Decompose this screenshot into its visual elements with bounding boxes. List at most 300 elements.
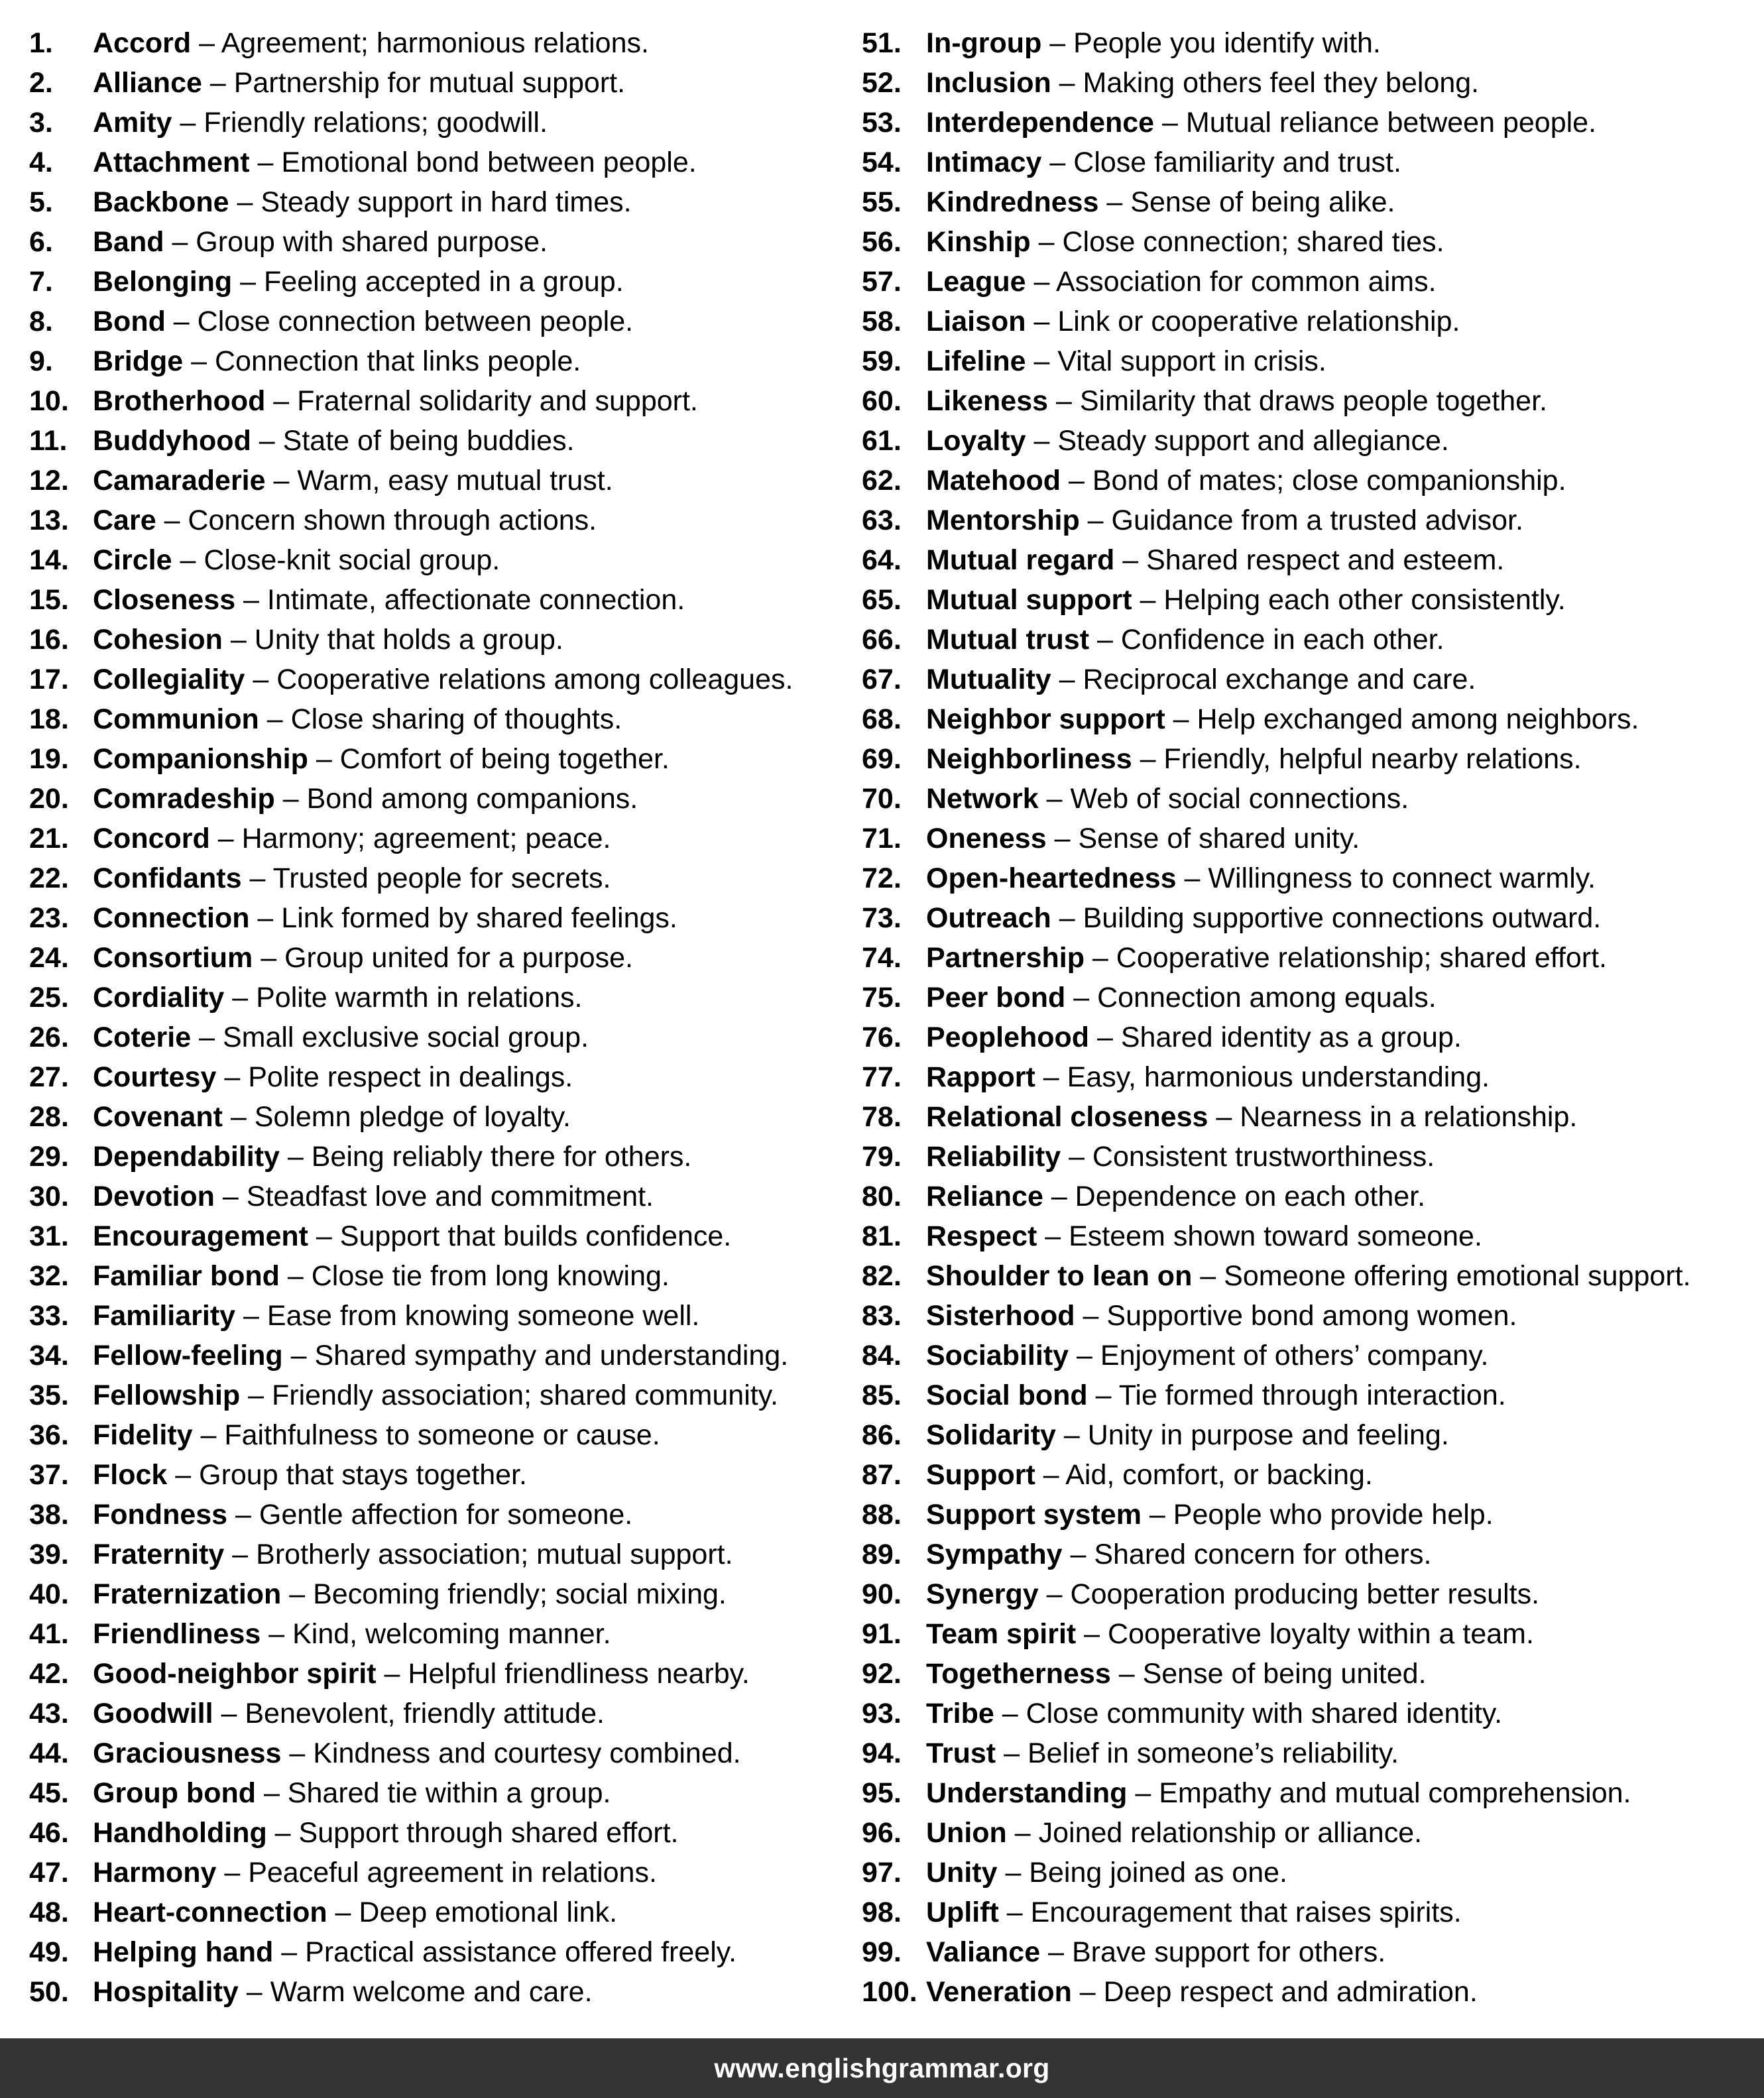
item-term: Fellow-feeling — [93, 1340, 283, 1371]
item-definition: – Helping each other consistently. — [1132, 584, 1566, 616]
item-number: 1. — [29, 27, 53, 59]
item-definition: – Link formed by shared feelings. — [249, 902, 677, 934]
item-definition: – Easy, harmonious understanding. — [1035, 1061, 1490, 1093]
list-item — [29, 938, 851, 978]
item-definition: – Becoming friendly; social mixing. — [281, 1578, 727, 1610]
list-item — [29, 1415, 851, 1455]
item-definition: – Close-knit social group. — [172, 544, 500, 576]
item-definition: – Link or cooperative relationship. — [1026, 306, 1460, 337]
list-item — [29, 1495, 851, 1535]
list-item — [29, 1654, 851, 1694]
item-number: 90. — [862, 1578, 902, 1610]
list-item — [862, 1375, 1757, 1415]
item-term: Likeness — [926, 385, 1049, 417]
item-term: Communion — [93, 703, 259, 735]
list-item — [862, 620, 1757, 660]
item-term: Amity — [93, 107, 172, 139]
list-item — [29, 1574, 851, 1614]
item-number: 75. — [862, 982, 902, 1014]
item-number: 41. — [29, 1618, 69, 1650]
item-number: 76. — [862, 1021, 902, 1053]
list-item — [29, 63, 851, 103]
item-term: Solidarity — [926, 1419, 1056, 1451]
item-definition: – Group united for a purpose. — [253, 942, 633, 974]
item-term: Collegiality — [93, 664, 245, 695]
item-term: Reliance — [926, 1181, 1043, 1212]
item-number: 88. — [862, 1499, 902, 1531]
item-number: 15. — [29, 584, 69, 616]
item-term: Coterie — [93, 1021, 192, 1053]
item-number: 16. — [29, 624, 69, 656]
item-term: Partnership — [926, 942, 1085, 974]
item-term: Reliability — [926, 1141, 1061, 1173]
item-number: 99. — [862, 1936, 902, 1968]
item-term: Inclusion — [926, 67, 1051, 99]
item-definition: – Deep respect and admiration. — [1071, 1976, 1478, 2008]
list-item — [29, 302, 851, 341]
item-term: Support system — [926, 1499, 1142, 1531]
item-definition: – Being reliably there for others. — [279, 1141, 692, 1173]
list-item — [862, 1057, 1757, 1097]
item-number: 30. — [29, 1181, 69, 1212]
item-number: 58. — [862, 306, 902, 337]
list-item — [862, 461, 1757, 500]
item-definition: – Warm welcome and care. — [238, 1976, 593, 2008]
list-item — [29, 1137, 851, 1177]
item-term: Belonging — [93, 266, 233, 298]
list-item — [29, 500, 851, 540]
item-term: Open-heartedness — [926, 862, 1177, 894]
item-definition: – Practical assistance offered freely. — [273, 1936, 737, 1968]
item-term: Confidants — [93, 862, 242, 894]
item-definition: – Friendly, helpful nearby relations. — [1132, 743, 1582, 775]
item-number: 53. — [862, 107, 902, 139]
item-term: Fondness — [93, 1499, 228, 1531]
item-term: Care — [93, 504, 156, 536]
item-number: 14. — [29, 544, 69, 576]
item-number: 10. — [29, 385, 69, 417]
list-item — [862, 1773, 1757, 1813]
item-term: Mutual trust — [926, 624, 1090, 656]
list-item — [29, 858, 851, 898]
item-term: Oneness — [926, 823, 1047, 854]
item-term: Fidelity — [93, 1419, 193, 1451]
list-item — [29, 1336, 851, 1375]
item-definition: – Similarity that draws people together. — [1048, 385, 1547, 417]
item-definition: – Ease from knowing someone well. — [235, 1300, 700, 1332]
item-definition: – Tie formed through interaction. — [1087, 1379, 1506, 1411]
item-definition: – Close connection; shared ties. — [1030, 226, 1444, 258]
item-number: 7. — [29, 266, 53, 298]
word-list-right-column — [862, 23, 1757, 2012]
item-definition: – Deep emotional link. — [327, 1896, 618, 1928]
item-term: Valiance — [926, 1936, 1041, 1968]
item-term: Mutuality — [926, 664, 1051, 695]
item-definition: – Brotherly association; mutual support. — [224, 1539, 733, 1570]
item-term: Graciousness — [93, 1737, 282, 1769]
item-definition: – Emotional bond between people. — [249, 146, 697, 178]
list-item — [862, 500, 1757, 540]
item-number: 54. — [862, 146, 902, 178]
list-item — [29, 699, 851, 739]
item-term: League — [926, 266, 1026, 298]
list-item — [862, 1853, 1757, 1893]
list-item — [862, 182, 1757, 222]
item-number: 96. — [862, 1817, 902, 1849]
item-term: Matehood — [926, 465, 1061, 496]
item-definition: – Help exchanged among neighbors. — [1165, 703, 1639, 735]
item-number: 59. — [862, 345, 902, 377]
item-term: Fraternity — [93, 1539, 225, 1570]
list-item — [29, 1375, 851, 1415]
list-item — [862, 421, 1757, 461]
item-number: 6. — [29, 226, 53, 258]
item-definition: – Willingness to connect warmly. — [1176, 862, 1596, 894]
item-term: Team spirit — [926, 1618, 1077, 1650]
item-term: Band — [93, 226, 164, 258]
item-definition: – Comfort of being together. — [308, 743, 670, 775]
list-item — [862, 262, 1757, 302]
item-definition: – Fraternal solidarity and support. — [265, 385, 698, 417]
item-definition: – Polite respect in dealings. — [216, 1061, 573, 1093]
item-term: Kinship — [926, 226, 1031, 258]
item-number: 95. — [862, 1777, 902, 1809]
item-term: Harmony — [93, 1857, 217, 1889]
item-definition: – Shared respect and esteem. — [1114, 544, 1505, 576]
item-term: Consortium — [93, 942, 253, 974]
item-number: 23. — [29, 902, 69, 934]
item-number: 50. — [29, 1976, 69, 2008]
item-term: Handholding — [93, 1817, 267, 1849]
item-term: Relational closeness — [926, 1101, 1208, 1133]
list-item — [862, 1654, 1757, 1694]
word-list-left-column — [29, 23, 851, 2012]
list-item — [29, 341, 851, 381]
item-term: Alliance — [93, 67, 202, 99]
item-term: Encouragement — [93, 1220, 308, 1252]
item-term: Buddyhood — [93, 425, 251, 457]
list-item — [29, 1972, 851, 2012]
item-number: 17. — [29, 664, 69, 695]
item-number: 60. — [862, 385, 902, 417]
item-number: 38. — [29, 1499, 69, 1531]
item-term: Circle — [93, 544, 172, 576]
item-term: Flock — [93, 1459, 168, 1491]
item-number: 24. — [29, 942, 69, 974]
item-definition: – Support through shared effort. — [266, 1817, 679, 1849]
item-term: Social bond — [926, 1379, 1088, 1411]
item-definition: – Benevolent, friendly attitude. — [213, 1698, 605, 1729]
item-definition: – Small exclusive social group. — [191, 1021, 589, 1053]
list-item — [862, 1535, 1757, 1574]
item-definition: – Association for common aims. — [1026, 266, 1437, 298]
list-item — [862, 302, 1757, 341]
item-definition: – Friendly association; shared community. — [240, 1379, 778, 1411]
item-term: Rapport — [926, 1061, 1035, 1093]
item-number: 11. — [29, 425, 68, 457]
item-number: 51. — [862, 27, 902, 59]
item-number: 87. — [862, 1459, 902, 1491]
item-term: Sociability — [926, 1340, 1069, 1371]
list-item — [862, 1932, 1757, 1972]
item-number: 21. — [29, 823, 69, 854]
item-definition: – Dependence on each other. — [1043, 1181, 1426, 1212]
item-number: 25. — [29, 982, 69, 1014]
item-number: 56. — [862, 226, 902, 258]
list-item — [862, 1495, 1757, 1535]
item-number: 73. — [862, 902, 902, 934]
footer-bar — [0, 2038, 1764, 2098]
item-definition: – Shared concern for others. — [1062, 1539, 1432, 1570]
list-item — [862, 1296, 1757, 1336]
list-item — [29, 1018, 851, 1057]
list-item — [29, 540, 851, 580]
item-definition: – Polite warmth in relations. — [224, 982, 583, 1014]
item-number: 74. — [862, 942, 902, 974]
item-definition: – Making others feel they belong. — [1051, 67, 1480, 99]
item-number: 66. — [862, 624, 902, 656]
item-number: 42. — [29, 1658, 69, 1690]
item-term: Devotion — [93, 1181, 215, 1212]
list-item — [862, 1614, 1757, 1654]
item-number: 52. — [862, 67, 902, 99]
item-term: Hospitality — [93, 1976, 239, 2008]
item-term: Support — [926, 1459, 1035, 1491]
item-term: Friendliness — [93, 1618, 261, 1650]
item-definition: – Bond among companions. — [274, 783, 638, 815]
list-item — [29, 660, 851, 699]
item-number: 29. — [29, 1141, 69, 1173]
item-definition: – People you identify with. — [1041, 27, 1381, 59]
item-number: 40. — [29, 1578, 69, 1610]
list-item — [29, 1097, 851, 1137]
list-item — [29, 620, 851, 660]
item-definition: – Cooperative relations among colleagues. — [245, 664, 794, 695]
list-item — [29, 103, 851, 143]
item-term: Lifeline — [926, 345, 1026, 377]
list-item — [29, 1535, 851, 1574]
list-item — [862, 938, 1757, 978]
item-term: Mutual support — [926, 584, 1132, 616]
item-definition: – Mutual reliance between people. — [1154, 107, 1597, 139]
footer-website-link[interactable]: www.englishgrammar.org — [714, 2052, 1050, 2083]
item-number: 32. — [29, 1260, 69, 1292]
item-term: Attachment — [93, 146, 250, 178]
list-item — [29, 381, 851, 421]
item-term: Comradeship — [93, 783, 275, 815]
item-definition: – Joined relationship or alliance. — [1006, 1817, 1423, 1849]
item-term: Intimacy — [926, 146, 1042, 178]
item-number: 84. — [862, 1340, 902, 1371]
list-item — [862, 1097, 1757, 1137]
item-number: 100. — [862, 1976, 917, 2008]
item-number: 89. — [862, 1539, 902, 1570]
item-number: 33. — [29, 1300, 69, 1332]
item-term: Mentorship — [926, 504, 1080, 536]
item-term: Accord — [93, 27, 192, 59]
item-number: 68. — [862, 703, 902, 735]
list-item — [862, 779, 1757, 819]
item-number: 35. — [29, 1379, 69, 1411]
item-term: Mutual regard — [926, 544, 1115, 576]
item-term: Shoulder to lean on — [926, 1260, 1193, 1292]
list-item — [862, 1177, 1757, 1216]
list-item — [862, 1455, 1757, 1495]
item-number: 65. — [862, 584, 902, 616]
list-item — [29, 1733, 851, 1773]
list-item — [862, 978, 1757, 1018]
item-number: 63. — [862, 504, 902, 536]
item-term: Fraternization — [93, 1578, 282, 1610]
list-item — [29, 1455, 851, 1495]
item-definition: – Sense of shared unity. — [1046, 823, 1360, 854]
item-number: 78. — [862, 1101, 902, 1133]
item-number: 44. — [29, 1737, 69, 1769]
list-item — [862, 222, 1757, 262]
list-item — [862, 63, 1757, 103]
item-term: Union — [926, 1817, 1007, 1849]
list-item — [29, 1057, 851, 1097]
item-term: Courtesy — [93, 1061, 217, 1093]
item-term: Bridge — [93, 345, 184, 377]
item-number: 20. — [29, 783, 69, 815]
item-term: Closeness — [93, 584, 236, 616]
item-definition: – Kindness and courtesy combined. — [281, 1737, 741, 1769]
item-definition: – Sense of being united. — [1110, 1658, 1427, 1690]
item-term: Cordiality — [93, 982, 225, 1014]
item-definition: – Close connection between people. — [165, 306, 634, 337]
item-term: Cohesion — [93, 624, 223, 656]
item-term: Brotherhood — [93, 385, 266, 417]
item-definition: – Steady support in hard times. — [229, 186, 632, 218]
item-definition: – Harmony; agreement; peace. — [209, 823, 611, 854]
item-number: 98. — [862, 1896, 902, 1928]
item-term: Dependability — [93, 1141, 280, 1173]
item-definition: – Nearness in a relationship. — [1208, 1101, 1578, 1133]
item-term: Synergy — [926, 1578, 1039, 1610]
item-term: Understanding — [926, 1777, 1128, 1809]
item-number: 81. — [862, 1220, 902, 1252]
item-number: 61. — [862, 425, 902, 457]
item-number: 19. — [29, 743, 69, 775]
item-term: Fellowship — [93, 1379, 241, 1411]
item-definition: – Agreement; harmonious relations. — [191, 27, 649, 59]
item-definition: – Warm, easy mutual trust. — [265, 465, 613, 496]
item-definition: – Support that builds confidence. — [308, 1220, 732, 1252]
item-term: Respect — [926, 1220, 1037, 1252]
item-definition: – Belief in someone’s reliability. — [996, 1737, 1399, 1769]
item-number: 80. — [862, 1181, 902, 1212]
item-number: 22. — [29, 862, 69, 894]
list-item — [862, 1336, 1757, 1375]
item-definition: – Close community with shared identity. — [994, 1698, 1503, 1729]
item-number: 71. — [862, 823, 902, 854]
item-number: 43. — [29, 1698, 69, 1729]
item-definition: – Bond of mates; close companionship. — [1061, 465, 1566, 496]
list-item — [29, 1893, 851, 1932]
item-definition: – Someone offering emotional support. — [1192, 1260, 1691, 1292]
item-number: 48. — [29, 1896, 69, 1928]
item-definition: – Close sharing of thoughts. — [259, 703, 622, 735]
list-item — [862, 103, 1757, 143]
item-term: Liaison — [926, 306, 1026, 337]
item-definition: – Close familiarity and trust. — [1041, 146, 1401, 178]
item-definition: – Group with shared purpose. — [164, 226, 548, 258]
item-definition: – Vital support in crisis. — [1026, 345, 1326, 377]
item-number: 67. — [862, 664, 902, 695]
item-definition: – Shared tie within a group. — [256, 1777, 611, 1809]
item-number: 93. — [862, 1698, 902, 1729]
item-term: Loyalty — [926, 425, 1026, 457]
item-number: 82. — [862, 1260, 902, 1292]
item-term: Uplift — [926, 1896, 999, 1928]
item-definition: – Consistent trustworthiness. — [1061, 1141, 1435, 1173]
item-number: 72. — [862, 862, 902, 894]
item-term: Bond — [93, 306, 166, 337]
list-item — [862, 1137, 1757, 1177]
list-item — [29, 1932, 851, 1972]
list-item — [29, 1296, 851, 1336]
list-item — [862, 1972, 1757, 2012]
list-item — [862, 381, 1757, 421]
item-term: Covenant — [93, 1101, 223, 1133]
item-definition: – Reciprocal exchange and care. — [1051, 664, 1476, 695]
item-definition: – Steadfast love and commitment. — [214, 1181, 654, 1212]
item-definition: – State of being buddies. — [251, 425, 575, 457]
list-item — [862, 1733, 1757, 1773]
list-item — [29, 580, 851, 620]
list-item — [862, 1018, 1757, 1057]
item-term: Tribe — [926, 1698, 994, 1729]
item-definition: – Group that stays together. — [167, 1459, 527, 1491]
item-number: 13. — [29, 504, 69, 536]
item-definition: – Solemn pledge of loyalty. — [222, 1101, 571, 1133]
item-definition: – Confidence in each other. — [1089, 624, 1444, 656]
item-definition: – Steady support and allegiance. — [1026, 425, 1449, 457]
item-term: Heart-connection — [93, 1896, 327, 1928]
item-number: 64. — [862, 544, 902, 576]
item-definition: – Connection that links people. — [183, 345, 581, 377]
item-number: 8. — [29, 306, 53, 337]
list-item — [29, 421, 851, 461]
item-term: Companionship — [93, 743, 308, 775]
item-definition: – Connection among equals. — [1065, 982, 1437, 1014]
item-number: 97. — [862, 1857, 902, 1889]
item-definition: – Trusted people for secrets. — [241, 862, 611, 894]
item-definition: – Cooperative relationship; shared effort. — [1084, 942, 1607, 974]
item-term: Group bond — [93, 1777, 256, 1809]
item-number: 3. — [29, 107, 53, 139]
item-definition: – Intimate, affectionate connection. — [235, 584, 685, 616]
list-item — [862, 1694, 1757, 1733]
list-item — [862, 1415, 1757, 1455]
item-definition: – Concern shown through actions. — [156, 504, 597, 536]
list-item — [29, 222, 851, 262]
item-definition: – Web of social connections. — [1038, 783, 1409, 815]
list-item — [29, 819, 851, 858]
item-number: 5. — [29, 186, 53, 218]
list-item — [29, 779, 851, 819]
list-item — [29, 23, 851, 63]
list-item — [862, 1216, 1757, 1256]
item-definition: – Gentle affection for someone. — [227, 1499, 633, 1531]
item-number: 77. — [862, 1061, 902, 1093]
list-item — [862, 1256, 1757, 1296]
item-number: 4. — [29, 146, 53, 178]
list-item — [862, 143, 1757, 182]
list-item — [862, 898, 1757, 938]
item-number: 70. — [862, 783, 902, 815]
